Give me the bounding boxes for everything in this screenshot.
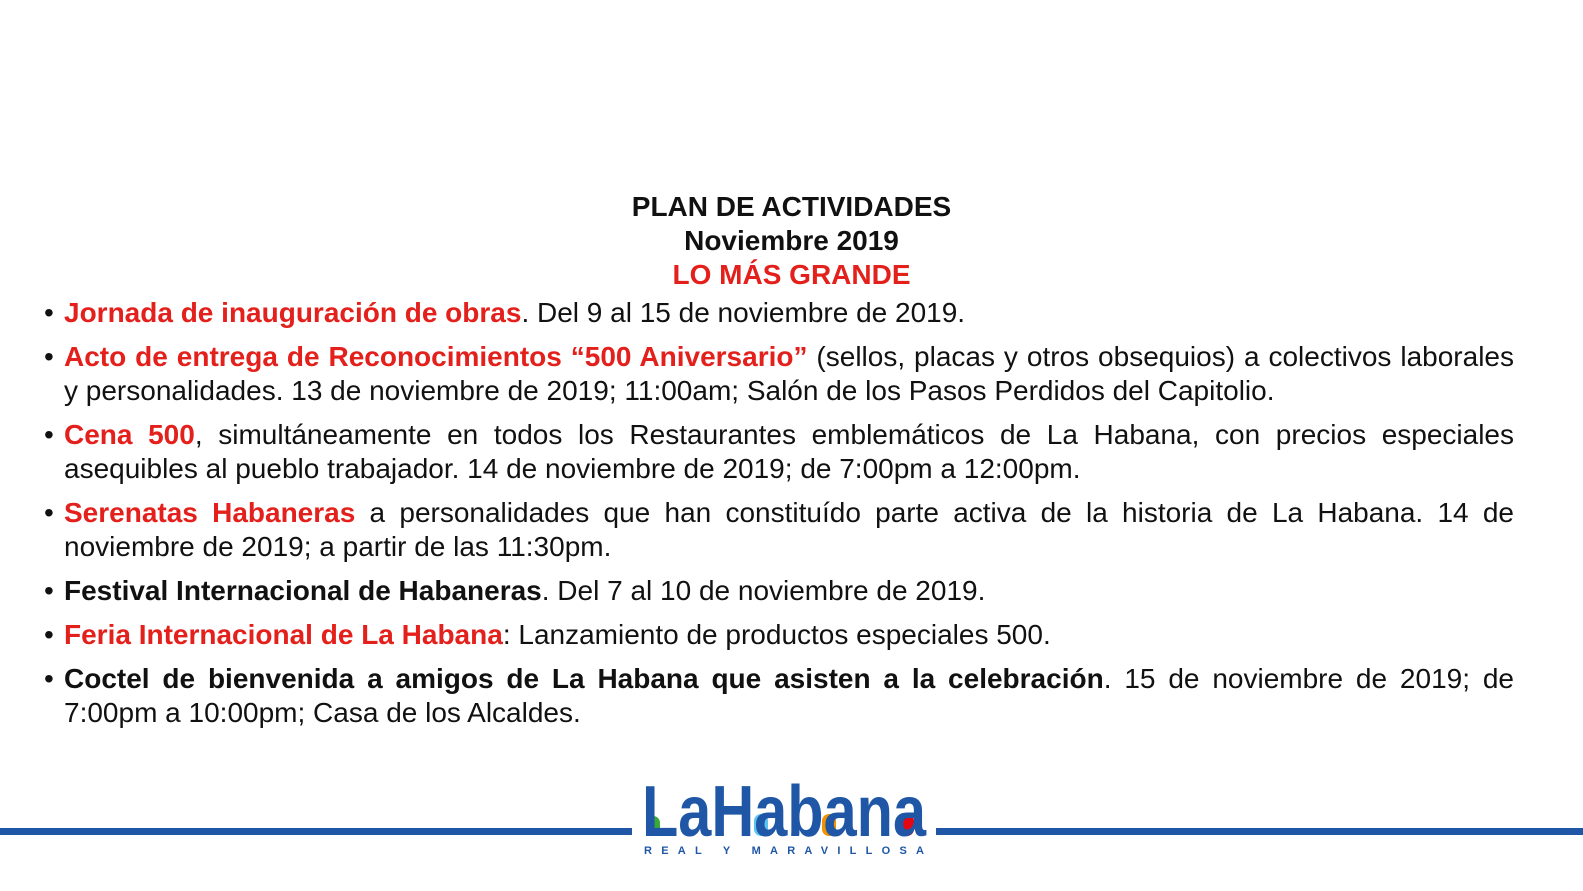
bullet: • <box>44 619 54 650</box>
activity-title: Coctel de bienvenida a amigos de La Habana que asisten a la celebración <box>64 663 1104 694</box>
bullet: • <box>44 297 54 328</box>
logo-tagline: REAL Y MARAVILLOSA <box>644 845 924 857</box>
activities-list <box>44 296 1514 740</box>
list-item <box>44 574 1514 608</box>
logo-wordmark: LaHabana <box>642 772 927 852</box>
activity-details: . Del 7 al 10 de noviembre de 2019. <box>541 575 986 606</box>
list-item <box>44 296 1514 330</box>
bullet: • <box>44 497 54 528</box>
activity-details: . Del 9 al 15 de noviembre de 2019. <box>521 297 966 328</box>
list-item <box>44 418 1514 486</box>
bullet: • <box>44 663 54 694</box>
activity-details: . 15 de noviembre de 2019; de 7:00pm a 10:00pm; Casa de los Alcaldes. <box>64 663 1514 728</box>
activity-title: Festival Internacional de Habaneras <box>64 575 542 606</box>
la-habana-logo <box>638 768 930 858</box>
activity-title: Cena 500 <box>64 419 195 450</box>
list-item <box>44 662 1514 730</box>
plan-title: PLAN DE ACTIVIDADES <box>631 191 952 222</box>
activity-details: : Lanzamiento de productos especiales 500. <box>502 619 1051 650</box>
bullet: • <box>44 341 54 372</box>
activity-title: Serenatas Habaneras <box>64 497 356 528</box>
activity-details: (sellos, placas y otros obsequios) a colectivos laborales y personalidades. 13 de noviembre de 2019; 11:00am; Salón de los Pasos Perdidos del Capitolio. <box>64 341 1514 406</box>
list-item <box>44 618 1514 652</box>
document-header <box>0 190 1583 292</box>
month-title: Noviembre 2019 <box>684 225 899 256</box>
activity-details: , simultáneamente en todos los Restaurantes emblemáticos de La Habana, con precios especiales asequibles al pueblo trabajador. 14 de noviembre de 2019; de 7:00pm a 12:00pm. <box>64 419 1515 484</box>
footer-rule-right <box>936 828 1583 835</box>
bullet: • <box>44 419 54 450</box>
bullet: • <box>44 575 54 606</box>
activity-details: a personalidades que han constituído parte activa de la historia de La Habana. 14 de noviembre de 2019; a partir de las 11:30pm. <box>64 497 1514 562</box>
list-item <box>44 340 1514 408</box>
activity-title: Jornada de inauguración de obras <box>64 297 522 328</box>
slogan: LO MÁS GRANDE <box>672 259 911 290</box>
footer-rule-left <box>0 828 632 835</box>
activity-title: Feria Internacional de La Habana <box>64 619 503 650</box>
activity-title: Acto de entrega de Reconocimientos “500 Aniversario” <box>64 341 808 372</box>
list-item <box>44 496 1514 564</box>
